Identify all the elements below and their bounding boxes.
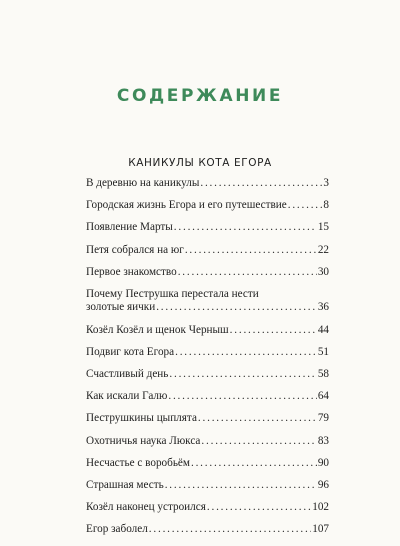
toc-entry-title: Появление Марты [86, 221, 173, 234]
toc-entry[interactable] [86, 412, 329, 426]
dot-leader [198, 412, 317, 426]
dot-leader [230, 324, 317, 338]
dot-leader [201, 435, 316, 449]
section-heading: КАНИКУЛЫ КОТА ЕГОРА [128, 157, 272, 169]
dot-leader [191, 457, 317, 471]
toc-entry-title: Егор заболел [86, 523, 148, 536]
toc-entry-page: 90 [317, 456, 329, 469]
dot-leader [175, 346, 317, 360]
toc-entry[interactable] [86, 435, 329, 449]
toc-entry[interactable] [86, 346, 329, 360]
toc-entry-page: 15 [317, 221, 329, 234]
toc-entry-page: 51 [317, 345, 329, 358]
dot-leader [165, 479, 317, 493]
toc-entry-page: 83 [317, 434, 329, 447]
dot-leader [178, 266, 317, 280]
toc-entry-page: 58 [317, 368, 329, 380]
toc-entry-title-line1: Почему Пеструшка перестала нести [86, 287, 259, 300]
toc-entry-title: Несчастье с воробьём [86, 456, 190, 469]
toc-entry-title: В деревню на каникулы [86, 177, 200, 189]
dot-leader [185, 244, 317, 258]
toc-entry-title: Пеструшкины цыплята [86, 412, 197, 425]
dot-leader [169, 368, 316, 382]
toc-entry-page: 8 [323, 199, 329, 212]
toc-entry[interactable] [86, 199, 329, 213]
toc-entry-title: Козёл Козёл и щенок Черныш [86, 323, 229, 336]
toc-entry-title: Подвиг кота Егора [86, 345, 175, 358]
dot-leader [200, 177, 322, 191]
toc-entry-title: Страшная месть [86, 478, 164, 491]
toc-entry[interactable] [86, 324, 329, 338]
toc-entry-page: 64 [317, 390, 329, 403]
dot-leader [207, 501, 311, 515]
toc-entry-page: 36 [317, 301, 329, 314]
dot-leader [156, 301, 317, 315]
toc-entry-title-line2: золотые яички [86, 301, 156, 314]
toc-entry-title: Охотничья наука Люкса [86, 434, 201, 447]
toc-entry[interactable] [86, 266, 329, 280]
toc-entry-page: 96 [317, 478, 329, 491]
toc-entry[interactable] [86, 177, 329, 191]
toc-entry-title: Как искали Галю [86, 390, 168, 403]
toc-entry-title: Козёл наконец устроился [86, 501, 206, 514]
contents-heading: СОДЕРЖАНИЕ [116, 86, 284, 106]
toc-entry[interactable] [86, 457, 329, 471]
toc-entry-title: Петя собрался на юг [86, 243, 184, 256]
dot-leader [174, 221, 317, 235]
toc-entry[interactable] [86, 221, 329, 235]
dot-leader [288, 199, 323, 213]
toc-entry-title: Счастливый день [86, 368, 169, 380]
toc-entry-title: Городская жизнь Егора и его путешествие [86, 199, 287, 212]
toc-entry-page: 79 [317, 412, 329, 425]
toc-entry-title: Первое знакомство [86, 265, 177, 278]
toc-entry[interactable] [86, 390, 329, 404]
toc-entry[interactable] [86, 244, 329, 258]
dot-leader [168, 390, 316, 404]
toc-entry-page: 102 [312, 501, 329, 514]
toc-entry-page: 44 [317, 323, 329, 336]
toc-entry-page: 30 [317, 265, 329, 278]
toc-entry[interactable] [86, 523, 329, 537]
toc-entry[interactable] [86, 479, 329, 493]
toc-entry[interactable] [86, 368, 329, 382]
toc-entry[interactable] [86, 501, 329, 515]
toc-entry-page: 3 [323, 177, 329, 189]
table-of-contents [86, 177, 329, 546]
dot-leader [149, 523, 311, 537]
toc-entry-page: 22 [317, 243, 329, 256]
toc-entry[interactable] [86, 288, 329, 315]
toc-entry-page: 107 [312, 523, 329, 536]
